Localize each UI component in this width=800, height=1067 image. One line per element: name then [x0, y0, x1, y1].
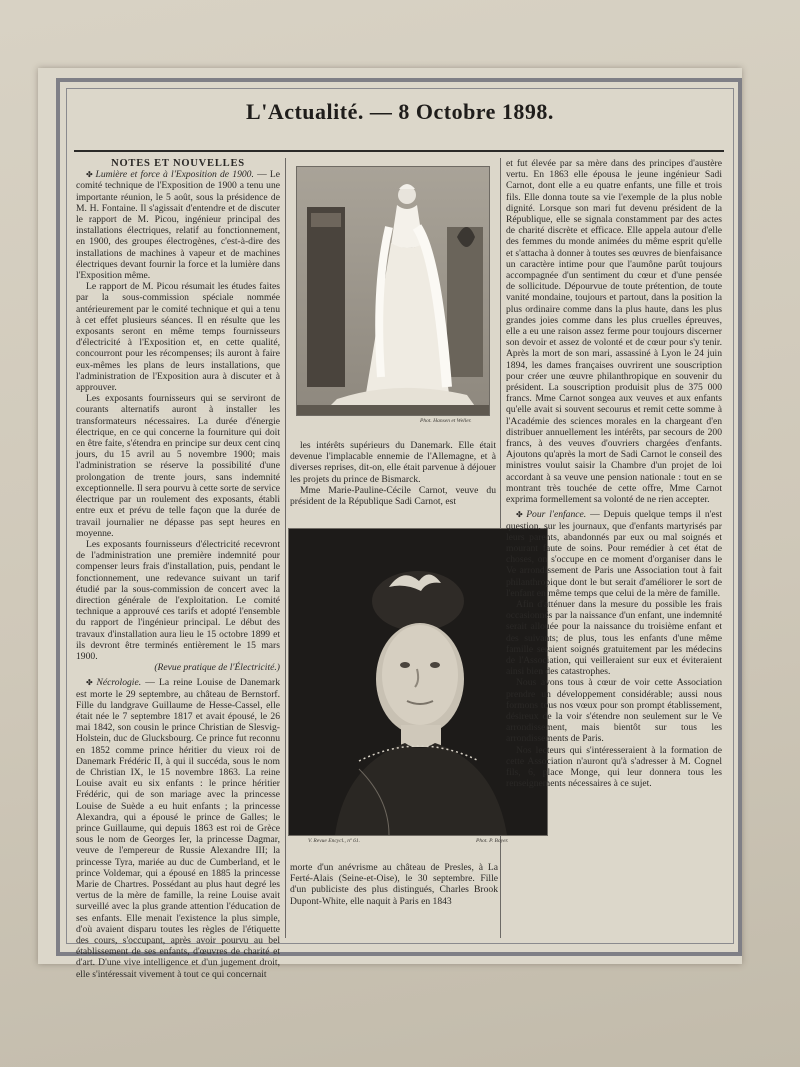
article-lumiere-text: — Le comité technique de l'Exposition de 1900 a tenu une importante réunion, le 5 août, sous la présidence de M. H. Fontaine. Il s'agissait d'entendre et de discuter le rapport de M. Picou, ingénieur principal des installations électriques, relatif au fonctionnement, en 1900, des groupes électrogènes, c'est-à-dire des installations de machines à vapeur et de machines électriques devant fournir la force et la lumière dans l'Exposition même.	[76, 169, 281, 282]
article-enfance-intro	[506, 509, 722, 599]
article-enfance-p3: Nous avons tous à cœur de voir cette Association prendre un développement considérable; aussi nous formons tous nos vœux pour son prompt établissement, désireux de la voir s'étendre non seulement sur le Ve arrondissement, mais bientôt sur tous les arrondissements de Paris.	[506, 677, 722, 745]
article-lumiere-p3: Les exposants fournisseurs qui se serviront de courants alternatifs auront à installer les transformateurs nécessaires. La durée d'énergie électrique, en ce qui concerne la fourniture qui doit en être faite, s'étendra en principe sur deux cent cinq jours, du 15 avril au 5 novembre 1900; mais l'administration se réserve la possibilité d'une prolongation de trente jours, sans indemnité exceptionnelle. Il sera pourvu à cette sorte de service électrique par un roulement des exposants, établi entre eux et prévu de telle façon que la durée de travail journalier ne dépasse pas sept heures en moyenne.	[76, 393, 280, 539]
column-1	[76, 158, 281, 980]
photo2-caption-right: Phot. P. Boyer.	[476, 838, 509, 844]
article-carnot-continued: morte d'un anévrisme au château de Presles, à La Ferté-Alais (Seine-et-Oise), le 30 septembre. Fille d'un publiciste des plus distingués, Charles Brook Dupont-White, elle naquit à Paris en 1843	[290, 862, 498, 907]
article-necrologie-continued: les intérêts supérieurs du Danemark. Elle était devenue l'implacable ennemie de l'Allemagne, et à diverses reprises, dit-on, elle était parvenue à déjouer les projets du prince de Bismarck.	[290, 440, 496, 485]
article-necrologie-head: Nécrologie.	[96, 677, 142, 689]
star-icon: ✤	[86, 678, 97, 688]
column-3	[506, 158, 722, 918]
article-enfance-p2: Afin d'atténuer dans la mesure du possible les frais occasionnés par la naissance d'un enfant, une indemnité serait allouée pour la naissance du troisième enfant et des suivants; de plus, tous les enfants d'une même famille seraient soignés gratuitement par les médecins de l'Association, qui veilleraient sur eux et éviteraient ainsi bien des catastrophes.	[506, 598, 722, 678]
article-lumiere-head: Lumière et force à l'Exposition de 1900.	[95, 169, 254, 181]
article-enfance-text: — Depuis quelque temps il n'est question, sur les journaux, que d'enfants martyrisés par leurs parents, abandonnés par eux ou mal soignés et mourant faute de soins. Pour remédier à cet état de choses, on s'occupe en ce moment d'organiser dans le Ve arrondissement de Paris une Association tout à fait philanthropique dont le but serait d'améliorer le sort de l'enfant en même temps que celui de la mère de famille.	[506, 509, 723, 599]
article-necrologie-text: — La reine Louise de Danemark est morte le 29 septembre, au château de Bernstorf. Fille du landgrave Guillaume de Hesse-Cassel, elle était née le 7 septembre 1817 et avait épousé, le 26 mai 1842, son cousin le prince Christian de Slesvig-Holstein, duc de Glucksbourg. Ce prince fut reconnu en 1852 comme prince héritier du vieux roi de Danemark Frédéric II, à qui il succéda, sous le nom de Christian IX, le 15 novembre 1863. La reine Louise avait eu six enfants : le prince héritier Frédéric, qui de son mariage avec la princesse Louise de Suède a eu huit enfants ; la princesse Alexandra, qui a épousé le prince de Galles; le prince Guillaume, qui depuis 1863 est roi de Grèce sous le nom de Georges Ier, la princesse Dagmar, veuve de l'empereur de Russie Alexandre III; la princesse Tyra, mariée au duc de Cumberland, et le prince Voldemar, qui a épousé en 1885 la princesse Marie de Chartres. Possédant au plus haut degré les vertus de la mère de famille, la reine Louise avait surveillé avec la plus grande attention l'éducation de ses enfants. Elle menait l'existence la plus simple, d'où avaient disparu toutes les règles de l'étiquette des cours, s'occupant, après avoir pourvu au bel établissement de ses enfants, d'œuvres de charité et d'art. D'une vive intelligence et d'un jugement droit, elle s'intéressait vivement à tout ce qui concernait	[76, 677, 280, 980]
article-carnot-intro: Mme Marie-Pauline-Cécile Carnot, veuve du président de la République Sadi Carnot, est	[290, 484, 496, 508]
article-enfance-head: Pour l'enfance.	[526, 509, 587, 521]
article-enfance-p4: Nos lecteurs qui s'intéresseraient à la formation de cette Association n'auront qu'à s'adresser à M. Cognel fils, 6, place Monge, qui leur donnera tous les renseignements nécessaires à ce sujet.	[506, 744, 722, 790]
column-2-bottom-text	[290, 862, 498, 907]
photo-queen-louise-illustration	[297, 167, 489, 415]
section-title: NOTES ET NOUVELLES	[111, 158, 245, 169]
photo-queen-louise	[296, 166, 490, 416]
photo2-caption-left: V. Revue Encycl., nº 61.	[308, 838, 361, 844]
page-header-title: L'Actualité. — 8 Octobre 1898.	[246, 99, 554, 124]
column-separator-1	[285, 158, 286, 938]
article-lumiere-intro	[76, 169, 280, 281]
article-lumiere-p2: Le rapport de M. Picou résumait les études faites par la sous-commission spéciale nommée antérieurement par le comité technique et qui a tenu à cet effet plusieurs séances. Il en résulte que les exposants seront en même temps fournisseurs d'électricité à l'Exposition et, en cette qualité, concourront pour les récompenses; ils auront à faire eux-mêmes les plans de leurs installations, que l'administration de l'Exposition aura à discuter et à approuver.	[76, 281, 280, 394]
header-rule	[74, 150, 724, 152]
article-lumiere-p4: Les exposants fournisseurs d'électricité recevront de l'administration une première indemnité pour compenser leurs frais d'installation, puis, pendant le fonctionnement, une redevance suivant un tarif étudié par la sous-commission de concert avec la direction générale de l'exploitation. Le comité technique a approuvé ces tarifs et adopté l'ensemble du rapport de l'ingénieur principal. Le début des travaux d'installation aura lieu le 15 octobre 1899 et ils devront être terminés entièrement le 15 mars 1900.	[76, 538, 280, 662]
article-necrologie-intro	[76, 677, 280, 979]
article-carnot-p3: et fut élevée par sa mère dans des principes d'austère vertu. En 1863 elle épousa le jeune ingénieur Sadi Carnot, dont elle a eu quatre enfants, une fille et trois fils. Elle donna toute sa vie l'exemple de la plus noble dignité. Lorsque son mari fut devenu président de la République, elle se signala constamment par des actes de charité discrète et efficace. Elle appela autour d'elle des femmes du monde animées du même esprit qu'elle et s'attacha à donner à toutes ses œuvres de bienfaisance un caractère intime pour que l'aumône parût toujours accompagnée d'un sentiment du cœur et d'une pensée de sollicitude. Dépourvue de toute prétention, de toute vanité mondaine, toujours et partout, dans la position la plus ordinaire comme dans la plus haute, dans les plus grandes joies comme dans les plus cruelles épreuves, elle a eu une raison assez ferme pour toujours discerner son devoir et assez de volonté et de cœur pour s'y tenir. Après la mort de son mari, assassiné à Lyon le 24 juin 1894, les dames françaises ouvrirent une souscription pour créer une œuvre philanthropique en souvenir du président. La souscription produisit plus de 375 000 francs. Mme Carnot songea aux veuves et aux enfants qu'elle avait si souvent secourus et remit cette somme à l'Académie des sciences morales en la chargeant d'en distribuer annuellement les intérêts, par secours de 200 francs, à des veuves d'ouvriers chargées d'enfants. Ajoutons qu'après la mort de Sadi Carnot le conseil des ministres voulut saisir la Chambre d'un projet de loi accordant à sa veuve une pension nationale : tout en se montrant très touchée de cette offre, Mme Carnot exprima formellement sa volonté de ne rien accepter.	[506, 158, 722, 506]
column-2-text	[290, 440, 496, 507]
star-icon: ✤	[516, 510, 527, 520]
article-lumiere-credit: (Revue pratique de l'Électricité.)	[154, 662, 280, 674]
star-icon: ✤	[86, 170, 96, 180]
photo1-credit: Phot. Hansen et Weller.	[420, 418, 472, 424]
